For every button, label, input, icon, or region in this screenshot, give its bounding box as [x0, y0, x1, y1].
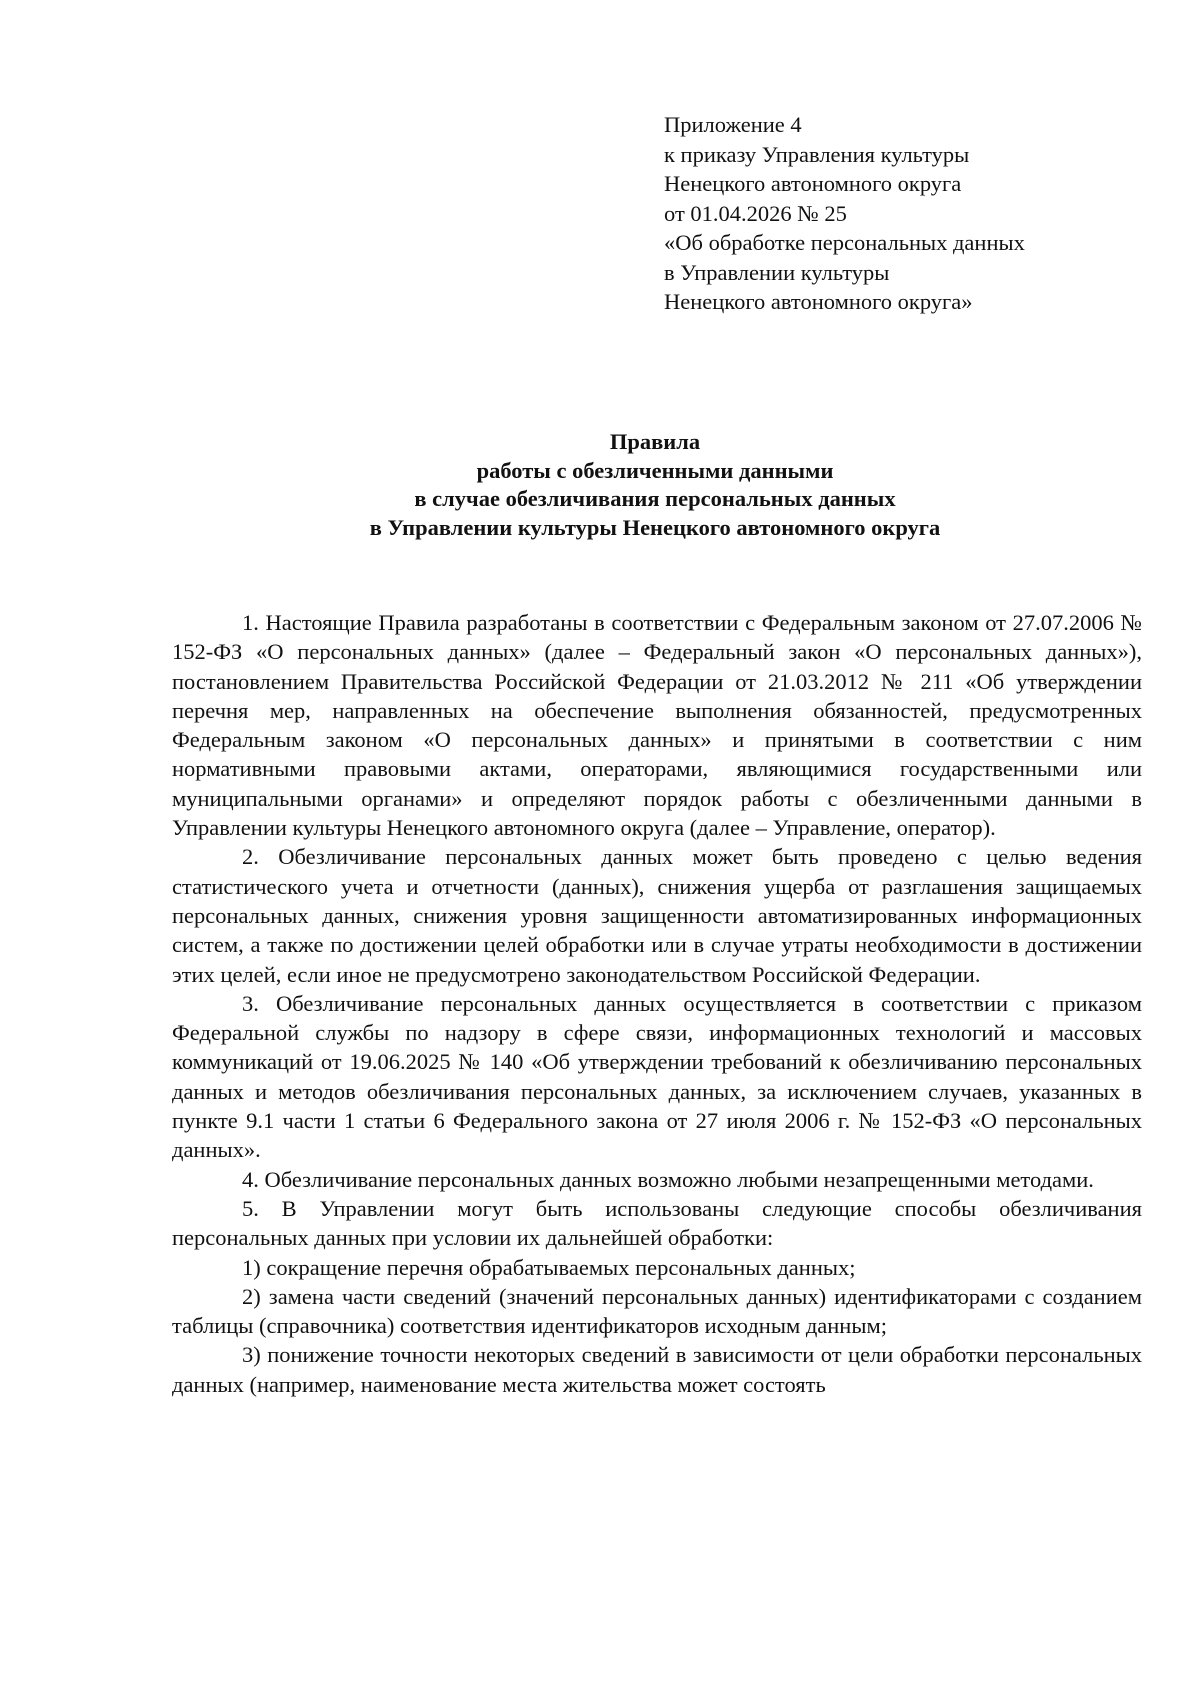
header-line: Ненецкого автономного округа» — [664, 289, 973, 314]
header-line: в Управлении культуры — [664, 259, 890, 285]
header-line: Приложение 4 — [664, 112, 802, 137]
appendix-header — [664, 110, 1164, 317]
paragraph-2: 2. Обезличивание персональных данных может быть проведено с целью ведения статистического учета и отчетности (данных), снижения ущерба от разглашения защищаемых персональных данных, снижения уровня защищенности автоматизированных информационных систем, а также по достижении целей обработки или в случае утраты необходимости в достижении этих целей, если иное не предусмотрено законодательством Российской Федерации. — [172, 844, 1142, 987]
document-title — [120, 428, 1190, 542]
title-line: в случае обезличивания персональных данных — [414, 486, 896, 511]
header-line: «Об обработке персональных данных — [664, 230, 1025, 255]
header-line: от 01.04.2026 № 25 — [664, 200, 847, 226]
paragraph-1: 1. Настоящие Правила разработаны в соответствии с Федеральным законом от 27.07.2006 № 152-ФЗ «О персональных данных» (далее – Федеральный закон «О персональных данных»), постановлением Правительства Российской Федерации от 21.03.2012 № 211 «Об утверждении перечня мер, направленных на обеспечение выполнения обязанностей, предусмотренных Федеральным законом «О персональных данных» и принятыми в соответствии с ним нормативными правовыми актами, операторами, являющимися государственными или муниципальными органами» и определяют порядок работы с обезличенными данными в Управлении культуры Ненецкого автономного округа (далее – Управление, оператор). — [172, 610, 1142, 841]
header-line: Ненецкого автономного округа — [664, 171, 962, 196]
paragraph-4: 4. Обезличивание персональных данных возможно любыми незапрещенными методами. — [242, 1166, 1094, 1192]
list-item-1: 1) сокращение перечня обрабатываемых персональных данных; — [242, 1254, 856, 1280]
header-line: к приказу Управления культуры — [664, 141, 970, 167]
list-item-3: 3) понижение точности некоторых сведений в зависимости от цели обработки персональных данных (например, наименование места жительства может состоять — [172, 1342, 1142, 1397]
paragraph-3: 3. Обезличивание персональных данных осуществляется в соответствии с приказом Федеральной службы по надзору в сфере связи, информационных технологий и массовых коммуникаций от 19.06.2025 № 140 «Об утверждении требований к обезличиванию персональных данных и методов обезличивания персональных данных, за исключением случаев, указанных в пункте 9.1 части 1 статьи 6 Федерального закона от 27 июля 2006 г. № 152-ФЗ «О персональных данных». — [172, 990, 1142, 1163]
title-line: Правила — [609, 429, 701, 454]
list-item-2: 2) замена части сведений (значений персональных данных) идентификаторами с созданием таблицы (справочника) соответствия идентификаторов исходным данным; — [172, 1283, 1142, 1339]
paragraph-5: 5. В Управлении могут быть использованы следующие способы обезличивания персональных данных при условии их дальнейшей обработки: — [172, 1195, 1142, 1251]
title-line: в Управлении культуры Ненецкого автономного округа — [369, 514, 941, 540]
title-line: работы с обезличенными данными — [476, 457, 834, 483]
document-body — [172, 608, 1142, 1399]
